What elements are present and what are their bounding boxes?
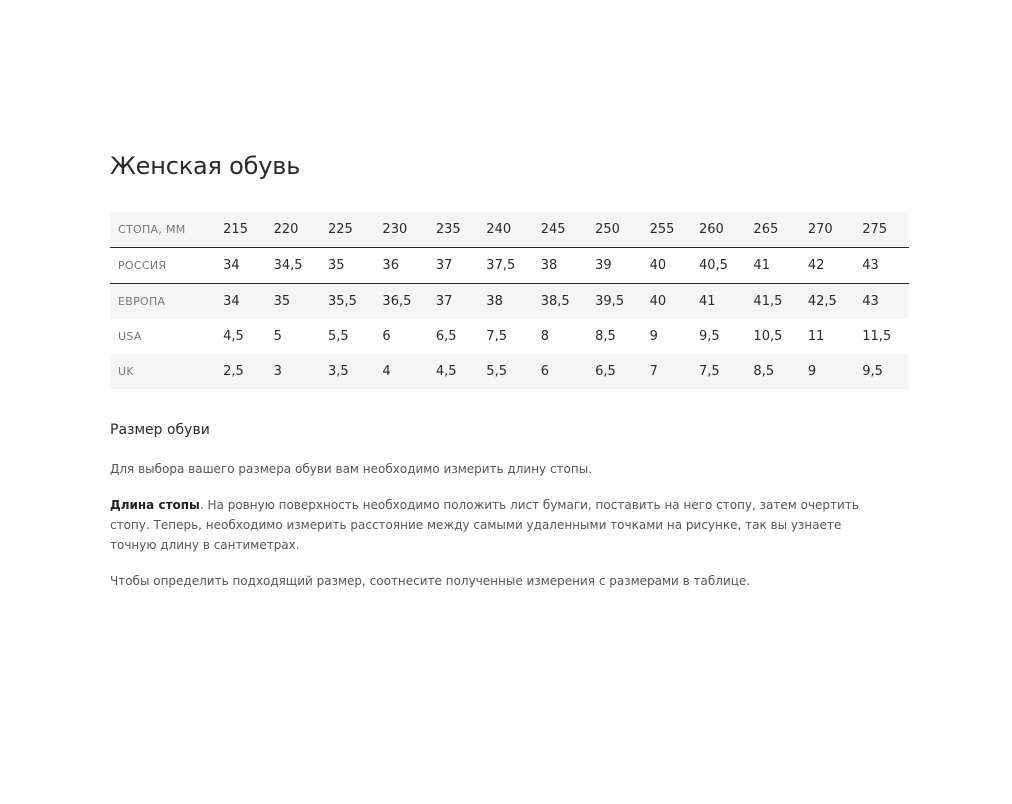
table-cell: 6,5 bbox=[595, 354, 649, 389]
table-cell: 42 bbox=[808, 248, 862, 284]
table-cell: 38,5 bbox=[541, 284, 595, 320]
size-chart-table bbox=[110, 212, 909, 389]
table-cell: 4,5 bbox=[436, 354, 486, 389]
table-cell: 235 bbox=[436, 212, 486, 248]
table-cell: 40,5 bbox=[699, 248, 753, 284]
table-cell: 35 bbox=[328, 248, 382, 284]
table-cell: 2,5 bbox=[223, 354, 273, 389]
conclusion-paragraph: Чтобы определить подходящий размер, соотнесите полученные измерения с размерами в таблице. bbox=[110, 574, 751, 588]
table-cell: 34 bbox=[223, 248, 273, 284]
table-cell: 5 bbox=[273, 329, 282, 344]
table-cell: 245 bbox=[541, 212, 595, 248]
table-cell: 34,5 bbox=[274, 248, 328, 284]
table-cell: 7,5 bbox=[699, 354, 753, 389]
table-row-usa bbox=[110, 319, 909, 354]
table-cell: 8 bbox=[540, 329, 549, 344]
foot-length-label: Длина стопы bbox=[110, 498, 200, 512]
table-cell: 3,5 bbox=[328, 354, 382, 389]
table-cell: 225 bbox=[328, 212, 382, 248]
table-cell: 275 bbox=[862, 212, 909, 248]
table-cell: 260 bbox=[699, 212, 753, 248]
row-label: UK bbox=[110, 354, 223, 389]
table-cell: 37 bbox=[436, 284, 486, 320]
table-cell: 37,5 bbox=[486, 248, 540, 284]
table-cell: 4,5 bbox=[223, 329, 244, 344]
table-cell: 4 bbox=[382, 354, 435, 389]
table-cell: 38 bbox=[541, 248, 595, 284]
table-cell: 9 bbox=[808, 354, 862, 389]
row-label: РОССИЯ bbox=[110, 248, 223, 284]
table-cell: 6 bbox=[382, 329, 391, 344]
table-cell: 35 bbox=[274, 284, 328, 320]
table-cell: 42,5 bbox=[808, 284, 862, 320]
table-cell: 11 bbox=[807, 329, 825, 344]
table-cell: 6,5 bbox=[435, 329, 457, 344]
table-cell: 35,5 bbox=[328, 284, 382, 320]
table-cell: 7 bbox=[650, 354, 699, 389]
table-cell: 39 bbox=[595, 248, 649, 284]
table-cell: 34 bbox=[223, 284, 273, 320]
table-cell: 41 bbox=[699, 284, 753, 320]
table-cell: 39,5 bbox=[595, 284, 649, 320]
table-cell: 36 bbox=[382, 248, 435, 284]
row-label: USA bbox=[118, 330, 142, 343]
row-label: ЕВРОПА bbox=[110, 284, 223, 320]
section-heading: Размер обуви bbox=[110, 422, 210, 438]
table-row-russia bbox=[110, 248, 909, 284]
table-cell: 36,5 bbox=[382, 284, 435, 320]
table-cell: 38 bbox=[486, 284, 540, 320]
table-cell: 9 bbox=[649, 329, 658, 344]
table-row-uk bbox=[110, 354, 909, 389]
table-cell: 5,5 bbox=[486, 354, 540, 389]
table-cell: 7,5 bbox=[486, 329, 507, 344]
table-cell: 230 bbox=[382, 212, 435, 248]
table-cell: 11,5 bbox=[862, 329, 892, 344]
table-cell: 9,5 bbox=[862, 354, 909, 389]
table-row-europe bbox=[110, 284, 909, 320]
table-cell: 6 bbox=[541, 354, 595, 389]
table-cell: 215 bbox=[223, 212, 273, 248]
table-cell: 8,5 bbox=[595, 329, 616, 344]
table-cell: 41 bbox=[753, 248, 807, 284]
table-cell: 265 bbox=[753, 212, 807, 248]
table-cell: 9,5 bbox=[699, 329, 720, 344]
table-row-foot-mm bbox=[110, 212, 909, 248]
intro-paragraph: Для выбора вашего размера обуви вам необходимо измерить длину стопы. bbox=[110, 462, 593, 476]
table-cell: 255 bbox=[650, 212, 699, 248]
foot-length-text: . На ровную поверхность необходимо положить лист бумаги, поставить на него стопу, затем очертить стопу. Теперь, необходимо измерить расстояние между самыми удаленными точками на рисунке, так вы узнаете точную длину в сантиметрах. bbox=[110, 498, 859, 552]
table-cell: 3 bbox=[274, 354, 328, 389]
table-cell: 240 bbox=[486, 212, 540, 248]
table-cell: 37 bbox=[436, 248, 486, 284]
table-cell: 5,5 bbox=[328, 329, 349, 344]
table-cell: 270 bbox=[808, 212, 862, 248]
table-cell: 250 bbox=[595, 212, 649, 248]
table-cell: 8,5 bbox=[753, 354, 807, 389]
foot-length-paragraph bbox=[110, 495, 890, 555]
row-label: СТОПА, ММ bbox=[110, 212, 223, 248]
table-cell: 220 bbox=[274, 212, 328, 248]
page-title: Женская обувь bbox=[110, 152, 301, 180]
table-cell: 40 bbox=[650, 248, 699, 284]
table-cell: 43 bbox=[862, 248, 909, 284]
table-cell: 40 bbox=[650, 284, 699, 320]
table-cell: 41,5 bbox=[753, 284, 807, 320]
table-cell: 43 bbox=[862, 284, 909, 320]
table-cell: 10,5 bbox=[753, 329, 783, 344]
